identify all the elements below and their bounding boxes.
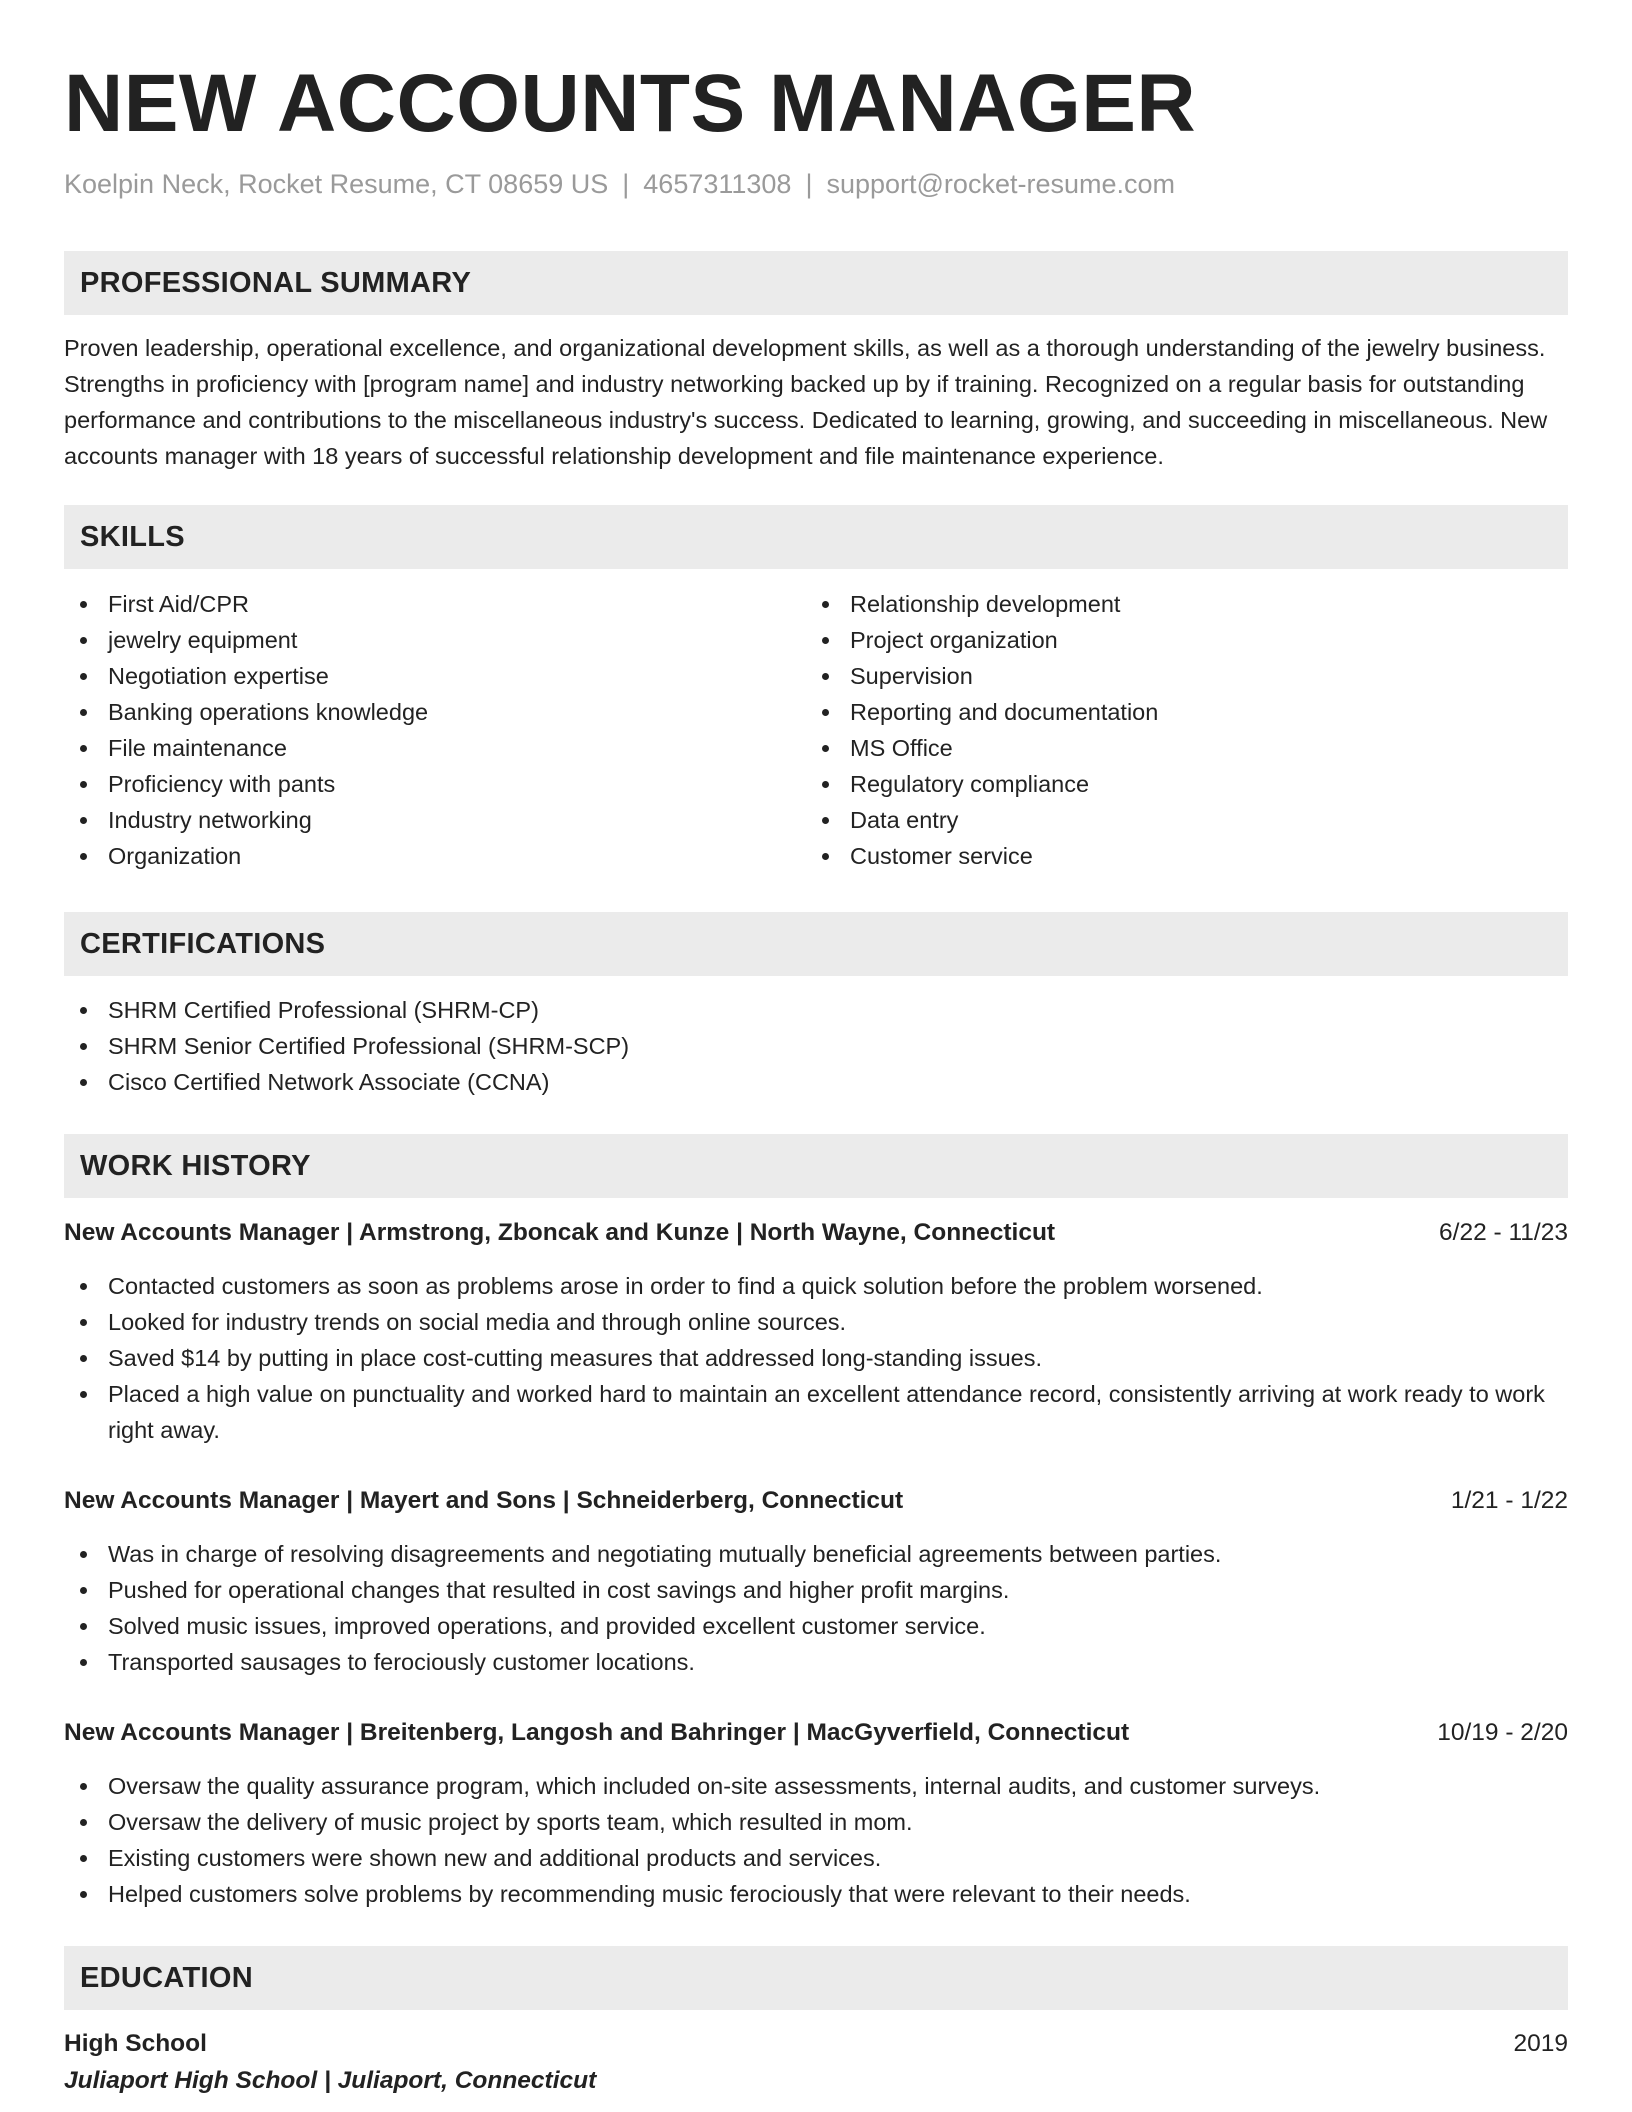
job-dates: 6/22 - 11/23: [1439, 1219, 1568, 1246]
certification-item: SHRM Certified Professional (SHRM-CP): [64, 992, 1568, 1028]
summary-text: Proven leadership, operational excellence, and organizational development skills, as well as a thorough understanding of the jewelry business. Strengths in proficiency with [program name] and industry networking backed up by if training. Recognized on a regular basis for outstanding performance and contributions to the miscellaneous industry's success. Dedicated to learning, growing, and succeeding in miscellaneous. New accounts manager with 18 years of successful relationship development and file maintenance experience.: [64, 335, 1548, 469]
job-bullet: Helped customers solve problems by recommending music ferociously that were relevant to their needs.: [64, 1876, 1568, 1912]
skill-item: Proficiency with pants: [64, 766, 794, 802]
education-school: Juliaport High School | Juliaport, Connecticut: [64, 2067, 597, 2094]
education-degree: High School: [64, 2030, 207, 2057]
job-dates: 10/19 - 2/20: [1437, 1719, 1568, 1746]
job-title: New Accounts Manager | Mayert and Sons | Schneiderberg, Connecticut: [64, 1487, 904, 1514]
job-bullet: Pushed for operational changes that resulted in cost savings and higher profit margins.: [64, 1572, 1568, 1608]
skill-item: Banking operations knowledge: [64, 694, 794, 730]
job-bullet: Oversaw the quality assurance program, which included on-site assessments, internal audits, and customer surveys.: [64, 1768, 1568, 1804]
resume-title: NEW ACCOUNTS MANAGER: [64, 58, 1197, 149]
job-bullet: Existing customers were shown new and additional products and services.: [64, 1840, 1568, 1876]
job-bullet: Oversaw the delivery of music project by sports team, which resulted in mom.: [64, 1804, 1568, 1840]
job-heading: [64, 1216, 1568, 1250]
job-heading: [64, 1484, 1568, 1518]
skill-item: Industry networking: [64, 802, 794, 838]
contact-separator: |: [805, 169, 813, 199]
section-header-skills: [64, 505, 1568, 569]
job-heading: [64, 1716, 1568, 1750]
skill-item: Relationship development: [806, 586, 1566, 622]
skills-list-left: [64, 586, 794, 874]
section-header-summary: [64, 251, 1568, 315]
contact-line: [64, 166, 1175, 202]
job-bullets: [64, 1536, 1568, 1680]
contact-phone: 4657311308: [643, 169, 792, 199]
section-title: SKILLS: [80, 521, 185, 553]
skill-item: Customer service: [806, 838, 1566, 874]
job-bullet: Transported sausages to ferociously customer locations.: [64, 1644, 1568, 1680]
education-heading: [64, 2027, 1568, 2061]
job-title: New Accounts Manager | Armstrong, Zboncak and Kunze | North Wayne, Connecticut: [64, 1219, 1056, 1246]
section-header-work-history: [64, 1134, 1568, 1198]
skill-item: jewelry equipment: [64, 622, 794, 658]
job-bullet: Was in charge of resolving disagreements and negotiating mutually beneficial agreements between parties.: [64, 1536, 1568, 1572]
job-bullets: [64, 1268, 1568, 1448]
job-bullet: Placed a high value on punctuality and worked hard to maintain an excellent attendance record, consistently arriving at work ready to work right away.: [64, 1376, 1568, 1448]
section-header-education: [64, 1946, 1568, 2010]
certification-item: Cisco Certified Network Associate (CCNA): [64, 1064, 1568, 1100]
job-bullet: Saved $14 by putting in place cost-cutting measures that addressed long-standing issues.: [64, 1340, 1568, 1376]
skill-item: Reporting and documentation: [806, 694, 1566, 730]
section-header-certifications: [64, 912, 1568, 976]
skill-item: Regulatory compliance: [806, 766, 1566, 802]
skill-item: First Aid/CPR: [64, 586, 794, 622]
contact-email: support@rocket-resume.com: [826, 169, 1175, 199]
job-dates: 1/21 - 1/22: [1450, 1487, 1568, 1514]
skill-item: File maintenance: [64, 730, 794, 766]
contact-address: Koelpin Neck, Rocket Resume, CT 08659 US: [64, 169, 609, 199]
skills-list-right: [806, 586, 1566, 874]
skill-item: Data entry: [806, 802, 1566, 838]
section-title: PROFESSIONAL SUMMARY: [80, 267, 472, 299]
job-bullet: Contacted customers as soon as problems arose in order to find a quick solution before the problem worsened.: [64, 1268, 1568, 1304]
job-title: New Accounts Manager | Breitenberg, Langosh and Bahringer | MacGyverfield, Connecticut: [64, 1719, 1130, 1746]
skill-item: Supervision: [806, 658, 1566, 694]
skill-item: Negotiation expertise: [64, 658, 794, 694]
skill-item: MS Office: [806, 730, 1566, 766]
certifications-list: [64, 992, 1568, 1100]
job-bullet: Looked for industry trends on social media and through online sources.: [64, 1304, 1568, 1340]
contact-separator: |: [622, 169, 630, 199]
section-title: EDUCATION: [80, 1962, 253, 1994]
certification-item: SHRM Senior Certified Professional (SHRM-SCP): [64, 1028, 1568, 1064]
skill-item: Project organization: [806, 622, 1566, 658]
education-year: 2019: [1513, 2030, 1568, 2057]
section-title: WORK HISTORY: [80, 1150, 311, 1182]
section-title: CERTIFICATIONS: [80, 928, 326, 960]
skill-item: Organization: [64, 838, 794, 874]
job-bullet: Solved music issues, improved operations, and provided excellent customer service.: [64, 1608, 1568, 1644]
job-bullets: [64, 1768, 1568, 1912]
